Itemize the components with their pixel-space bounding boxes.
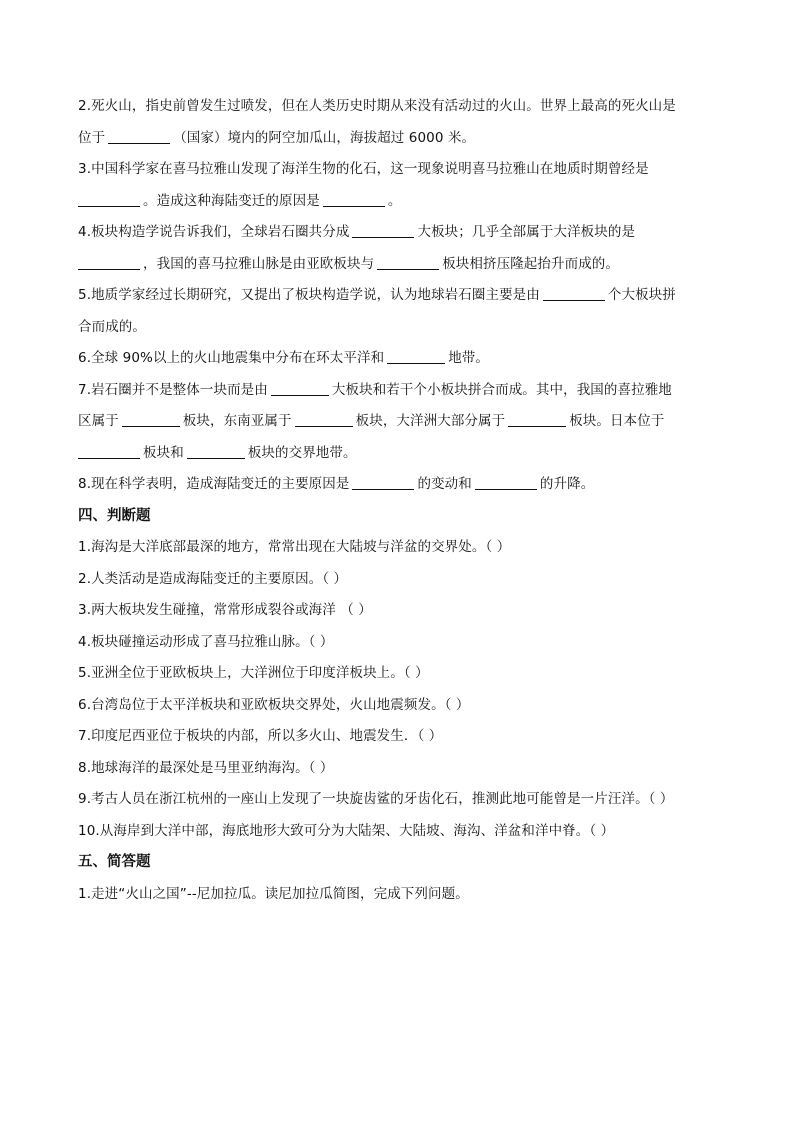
q7-blank-3[interactable]	[295, 412, 353, 427]
q3-line-1: 3.中国科学家在喜马拉雅山发现了海洋生物的化石，这一现象说明喜马拉雅山在地质时期曾经是	[78, 161, 649, 177]
q2-line-2	[78, 128, 728, 160]
q6-text-b: 地带。	[448, 350, 489, 366]
q2-line-1: 2.死火山，指史前曾发生过喷发，但在人类历史时期从来没有活动过的火山。世界上最高的死火山是	[78, 98, 676, 114]
q7-text-a: 7.岩石圈并不是整体一块而是由	[78, 381, 268, 398]
q7-text-h: 板块的交界地带。	[247, 444, 357, 461]
q7-blank-5[interactable]	[78, 444, 140, 459]
q3-text-b: 。	[387, 192, 402, 209]
q2-text-a: 位于	[78, 129, 106, 146]
q3-blank-2[interactable]	[323, 192, 385, 207]
q3-blank-1[interactable]	[78, 192, 140, 207]
q8-text-b: 的变动和	[417, 476, 472, 492]
q4-line-1	[78, 222, 728, 254]
q6-blank-1[interactable]	[387, 349, 445, 364]
judge-item-9: 9.考古人员在浙江杭州的一座山上发现了一块旋齿鲨的牙齿化石，推测此地可能曾是一片汪洋。（ ）	[78, 791, 674, 807]
q7-text-d: 板块，东南亚属于	[182, 413, 292, 429]
q7-blank-1[interactable]	[271, 381, 329, 396]
judge-item-5: 5.亚洲全位于亚欧板块上，大洋洲位于印度洋板块上。（ ）	[78, 665, 429, 681]
q7-blank-6[interactable]	[187, 444, 245, 459]
judge-item-10: 10.从海岸到大洋中部，海底地形大致可分为大陆架、大陆坡、海沟、洋盆和洋中脊。（ ）	[78, 822, 615, 839]
judge-item-7: 7.印度尼西亚位于板块的内部，所以多火山、地震发生．（ ）	[78, 728, 443, 744]
q7-line-1	[78, 380, 728, 412]
q4-line-2	[78, 254, 728, 286]
q4-text-b: 大板块；几乎全部属于大洋板块的是	[417, 224, 636, 240]
q7-text-e: 板块，大洋洲大部分属于	[355, 413, 506, 429]
q8-blank-2[interactable]	[475, 475, 537, 490]
q4-text-a: 4.板块构造学说告诉我们，全球岩石圈共分成	[78, 224, 350, 240]
judge-item-4: 4.板块碰撞运动形成了喜马拉雅山脉。（ ）	[78, 633, 334, 650]
q7-text-f: 板块。日本位于	[569, 413, 665, 429]
judge-item-8: 8.地球海洋的最深处是马里亚纳海沟。（ ）	[78, 759, 334, 776]
section-4-list	[78, 537, 728, 852]
q4-blank-2[interactable]	[78, 255, 140, 270]
q5-text-b: 个大板块拼	[607, 287, 676, 303]
q7-text-b: 大板块和若干个小板块拼合而成。其中，我国的喜拉雅地	[331, 381, 672, 398]
q8-text-c: 的升降。	[539, 476, 595, 492]
short-answer-item-1: 1.走进“火山之国”--尼加拉瓜。读尼加拉瓜简图，完成下列问题。	[78, 885, 469, 902]
q5-blank-1[interactable]	[543, 286, 605, 301]
q4-blank-3[interactable]	[377, 255, 439, 270]
judge-item-1: 1.海沟是大洋底部最深的地方，常常出现在大陆坡与洋盆的交界处。（ ）	[78, 539, 511, 555]
section-5-title: 五、简答题	[78, 854, 151, 870]
q7-blank-2[interactable]	[122, 412, 180, 427]
q7-blank-4[interactable]	[508, 412, 566, 427]
q4-blank-1[interactable]	[352, 223, 414, 238]
q6-line-1	[78, 348, 728, 380]
judge-item-6: 6.台湾岛位于太平洋板块和亚欧板块交界处，火山地震频发。（ ）	[78, 696, 470, 713]
worksheet-page	[78, 96, 728, 915]
q5-line-2: 合而成的。	[78, 318, 146, 335]
section-4-title: 四、判断题	[78, 507, 151, 524]
q2-text-b: （国家）境内的阿空加瓜山，海拔超过 6000 米。	[173, 129, 476, 146]
q8-blank-1[interactable]	[352, 475, 414, 490]
q7-line-3	[78, 443, 728, 475]
judge-item-2: 2.人类活动是造成海陆变迁的主要原因。（ ）	[78, 570, 348, 587]
q8-line-1	[78, 474, 728, 506]
q3-text-a: 。造成这种海陆变迁的原因是	[143, 192, 320, 209]
q4-text-d: 板块相挤压隆起抬升而成的。	[442, 255, 620, 272]
q7-text-c: 区属于	[78, 413, 119, 429]
q5-text-a: 5.地质学家经过长期研究，又提出了板块构造学说，认为地球岩石圈主要是由	[78, 287, 540, 303]
q7-text-g: 板块和	[143, 444, 184, 461]
q7-line-2	[78, 411, 728, 443]
q2-blank-1[interactable]	[108, 129, 170, 144]
q3-line-2	[78, 191, 728, 223]
judge-item-3: 3.两大板块发生碰撞，常常形成裂谷或海洋 （ ）	[78, 602, 372, 618]
q8-text-a: 8.现在科学表明，造成海陆变迁的主要原因是	[78, 476, 350, 492]
q5-line-1	[78, 285, 728, 317]
q6-text-a: 6.全球 90%以上的火山地震集中分布在环太平洋和	[78, 350, 385, 366]
q4-text-c: ，我国的喜马拉雅山脉是由亚欧板块与	[143, 255, 375, 272]
